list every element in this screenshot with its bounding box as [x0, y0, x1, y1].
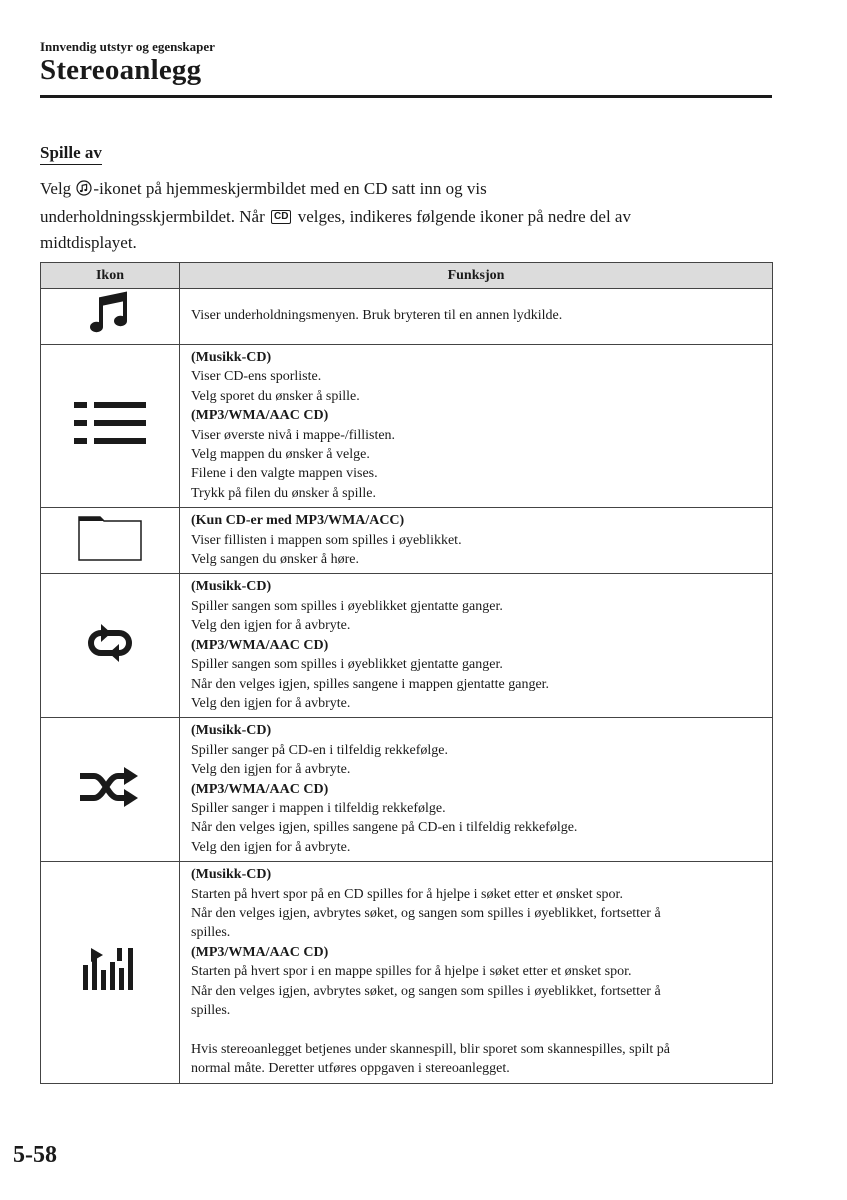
scan-icon	[83, 948, 137, 996]
icon-cell	[41, 345, 180, 508]
icon-function-table	[40, 262, 773, 1084]
function-subheading: (Musikk-CD)	[191, 723, 272, 739]
icon-cell	[41, 718, 180, 862]
function-text: Velg sangen du ønsker å høre.	[191, 552, 359, 568]
function-text: Når den velges igjen, avbrytes søket, og sangen som spilles i øyeblikket, fortsetter å	[191, 905, 661, 921]
icon-cell	[41, 508, 180, 574]
function-text: Velg den igjen for å avbryte.	[191, 762, 351, 778]
function-subheading: (Musikk-CD)	[191, 350, 272, 365]
function-subheading: (MP3/WMA/AAC CD)	[191, 408, 329, 424]
page-title: Stereoanlegg	[40, 54, 202, 86]
intro-line-1	[40, 176, 772, 204]
function-cell	[180, 289, 773, 345]
intro-line-3: midtdisplayet.	[40, 233, 137, 252]
function-cell	[180, 345, 773, 508]
table-row	[41, 508, 773, 574]
function-text: Starten på hvert spor i en mappe spilles for å hjelpe i søket etter et ønsket spor.	[191, 964, 632, 980]
function-text: Når den velges igjen, spilles sangene på CD-en i tilfeldig rekkefølge.	[191, 820, 578, 836]
table-row	[41, 574, 773, 718]
section-label: Innvendig utstyr og egenskaper	[40, 39, 215, 54]
function-text: Spiller sangen som spilles i øyeblikket gjentatte ganger.	[191, 598, 503, 614]
function-text: Velg den igjen for å avbryte.	[191, 618, 351, 634]
function-text: Spiller sanger i mappen i tilfeldig rekkefølge.	[191, 800, 446, 816]
function-text: Viser fillisten i mappen som spilles i øyeblikket.	[191, 532, 462, 548]
function-text: Velg den igjen for å avbryte.	[191, 839, 351, 855]
function-text: Når den velges igjen, spilles sangene i mappen gjentatte ganger.	[191, 676, 550, 692]
title-rule	[40, 95, 772, 98]
function-text: Viser underholdningsmenyen. Bruk bryteren til en annen lydkilde.	[191, 308, 563, 324]
intro-text: Velg	[40, 179, 76, 198]
line-gap	[191, 1020, 762, 1039]
icon-cell	[41, 862, 180, 1083]
circled-music-note-icon	[76, 178, 92, 204]
function-text: Hvis stereoanlegget betjenes under skannespill, blir sporet som skannespilles, spilt på	[191, 1041, 671, 1057]
function-text: normal måte. Deretter utføres oppgaven i stereoanlegget.	[191, 1061, 510, 1077]
intro-paragraph	[40, 176, 772, 256]
function-text: Viser øverste nivå i mappe-/fillisten.	[191, 427, 396, 443]
function-cell	[180, 508, 773, 574]
icon-cell	[41, 574, 180, 718]
function-subheading: (Musikk-CD)	[191, 867, 272, 883]
function-subheading: (MP3/WMA/AAC CD)	[191, 944, 329, 960]
list-icon	[74, 402, 146, 450]
repeat-icon	[82, 624, 138, 668]
shuffle-icon	[80, 767, 140, 813]
function-text: Velg mappen du ønsker å velge.	[191, 447, 370, 463]
function-text: Når den velges igjen, avbrytes søket, og sangen som spilles i øyeblikket, fortsetter å	[191, 983, 661, 999]
function-text: spilles.	[191, 1003, 231, 1018]
intro-text: -ikonet på hjemmeskjermbildet med en CD satt inn og vis	[93, 179, 487, 198]
table-row	[41, 345, 773, 508]
table-header-row	[41, 263, 773, 289]
function-text: Velg den igjen for å avbryte.	[191, 695, 351, 711]
function-subheading: (Musikk-CD)	[191, 579, 272, 595]
function-subheading: (MP3/WMA/AAC CD)	[191, 781, 329, 797]
function-text: Spiller sanger på CD-en i tilfeldig rekkefølge.	[191, 742, 448, 758]
music-note-icon	[88, 290, 132, 342]
folder-icon	[78, 515, 142, 567]
function-cell	[180, 574, 773, 718]
page-number: 5-58	[13, 1142, 57, 1168]
function-cell	[180, 718, 773, 862]
function-subheading: (Kun CD-er med MP3/WMA/ACC)	[191, 513, 405, 529]
table-row	[41, 718, 773, 862]
function-subheading: (MP3/WMA/AAC CD)	[191, 637, 329, 653]
function-text: Starten på hvert spor på en CD spilles for å hjelpe i søket etter et ønsket spor.	[191, 886, 623, 902]
cd-label-icon: CD	[271, 210, 291, 224]
intro-line-2	[40, 204, 772, 230]
table-row	[41, 289, 773, 345]
intro-text: velges, indikeres følgende ikoner på nedre del av	[293, 207, 631, 226]
header-function: Funksjon	[180, 263, 773, 289]
function-text: Velg sporet du ønsker å spille.	[191, 388, 360, 404]
icon-cell	[41, 289, 180, 345]
function-text: Trykk på filen du ønsker å spille.	[191, 485, 376, 501]
function-text: Viser CD-ens sporliste.	[191, 369, 322, 385]
header-icon: Ikon	[41, 263, 180, 289]
intro-text: underholdningsskjermbildet. Når	[40, 207, 269, 226]
function-text: Spiller sangen som spilles i øyeblikket gjentatte ganger.	[191, 657, 503, 673]
sub-heading: Spille av	[40, 143, 102, 165]
function-text: spilles.	[191, 925, 231, 941]
function-cell	[180, 862, 773, 1083]
function-text: Filene i den valgte mappen vises.	[191, 466, 378, 482]
table-row	[41, 862, 773, 1083]
